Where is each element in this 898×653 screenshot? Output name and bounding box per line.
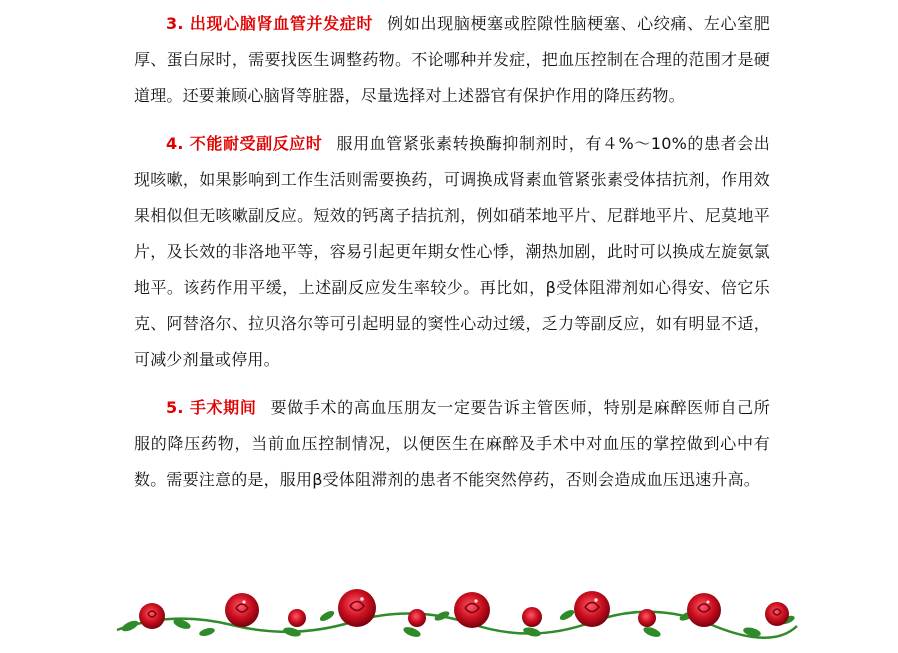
rose-border-icon	[112, 580, 802, 646]
section-4-text: 服用血管紧张素转换酶抑制剂时，有４%～10%的患者会出现咳嗽，如果影响到工作生活则需要换药，可调换成肾素血管紧张素受体拮抗剂，作用效果相似但无咳嗽副反应。短效的钙离子拮抗剂，例如硝苯地平片、尼群地平片、尼莫地平片，及长效的非洛地平等，容易引起更年期女性心悸，潮热加剧，此时可以换成左旋氨氯地平。该药作用平缓，上述副反应发生率较少。再比如，β受体阻滞剂如心得安、倍它乐克、阿替洛尔、拉贝洛尔等可引起明显的窦性心动过缓，乏力等副反应，如有明显不适，可减少剂量或停用。	[134, 134, 770, 369]
section-5-heading: 5. 手术期间	[166, 398, 257, 417]
article-body	[134, 6, 770, 510]
section-4	[134, 126, 770, 378]
section-3	[134, 6, 770, 114]
section-5-text: 要做手术的高血压朋友一定要告诉主管医师，特别是麻醉医师自己所服的降压药物，当前血压控制情况，以便医生在麻醉及手术中对血压的掌控做到心中有数。需要注意的是，服用β受体阻滞剂的患者不能突然停药，否则会造成血压迅速升高。	[134, 398, 770, 489]
section-3-text: 例如出现脑梗塞或腔隙性脑梗塞、心绞痛、左心室肥厚、蛋白尿时，需要找医生调整药物。不论哪种并发症，把血压控制在合理的范围才是硬道理。还要兼顾心脑肾等脏器，尽量选择对上述器官有保护作用的降压药物。	[134, 14, 770, 105]
section-4-heading: 4. 不能耐受副反应时	[166, 134, 323, 153]
section-3-heading: 3. 出现心脑肾血管并发症时	[166, 14, 374, 33]
section-5	[134, 390, 770, 498]
